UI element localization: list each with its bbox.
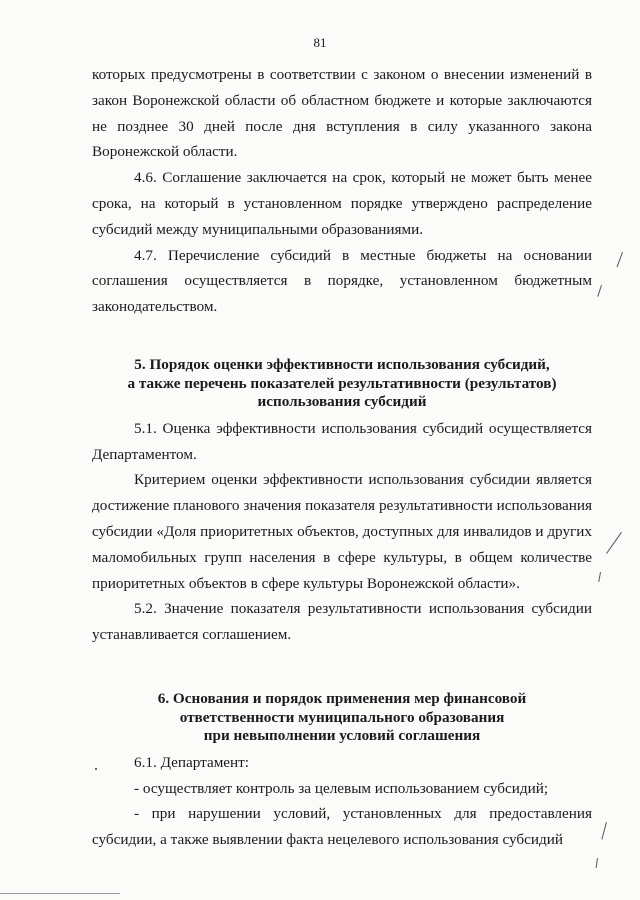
heading-line: 5. Порядок оценки эффективности использования субсидий, bbox=[134, 355, 550, 373]
scan-mark bbox=[606, 532, 622, 554]
scan-mark bbox=[617, 252, 623, 267]
page-edge-line bbox=[0, 893, 120, 894]
paragraph: 6.1. Департамент: bbox=[134, 753, 250, 771]
heading-line: ответственности муниципального образования bbox=[179, 708, 505, 726]
paragraph: 5.1. Оценка эффективности использования субсидий осуществляется Департаментом. bbox=[92, 419, 592, 463]
scan-mark bbox=[601, 822, 607, 840]
section-heading-6 bbox=[92, 690, 592, 746]
paragraph: Критерием оценки эффективности использования субсидии является достижение планового значения показателя результативности использования субсидии «Доля приоритетных объектов, доступных для инвалидов и других маломобильных групп населения в сфере культуры, в общем количестве приоритетных объектов в сфере культуры Воронежской области». bbox=[92, 471, 592, 592]
heading-line: а также перечень показателей результативности (результатов) bbox=[127, 374, 557, 392]
scan-mark bbox=[598, 572, 601, 582]
scan-dot bbox=[95, 768, 97, 770]
heading-line: использования субсидий bbox=[257, 393, 427, 411]
heading-line: при невыполнении условий соглашения bbox=[203, 727, 481, 745]
paragraph: 5.2. Значение показателя результативности использования субсидии устанавливается соглашением. bbox=[92, 600, 592, 644]
paragraph: 4.7. Перечисление субсидий в местные бюджеты на основании соглашения осуществляется в порядке, установленном бюджетным законодательством. bbox=[92, 246, 592, 316]
scan-mark bbox=[596, 858, 598, 868]
scan-mark bbox=[597, 285, 602, 297]
paragraph: 4.6. Соглашение заключается на срок, который не может быть менее срока, на который в установленном порядке утверждено распределение субсидий между муниципальными образованиями. bbox=[92, 169, 592, 238]
section-heading-5 bbox=[92, 356, 592, 412]
heading-line: 6. Основания и порядок применения мер финансовой bbox=[157, 689, 527, 707]
page-number: 81 bbox=[313, 35, 327, 50]
paragraph: которых предусмотрены в соответствии с законом о внесении изменений в закон Воронежской области об областном бюджете и которые заключаются не позднее 30 дней после дня вступления в силу указанного закона Воронежской области. bbox=[92, 66, 592, 161]
paragraph: - при нарушении условий, установленных для предоставления субсидии, а также выявлении факта нецелевого использования субсидий bbox=[92, 805, 592, 849]
paragraph: - осуществляет контроль за целевым использованием субсидий; bbox=[134, 779, 549, 797]
document-body bbox=[92, 62, 592, 853]
